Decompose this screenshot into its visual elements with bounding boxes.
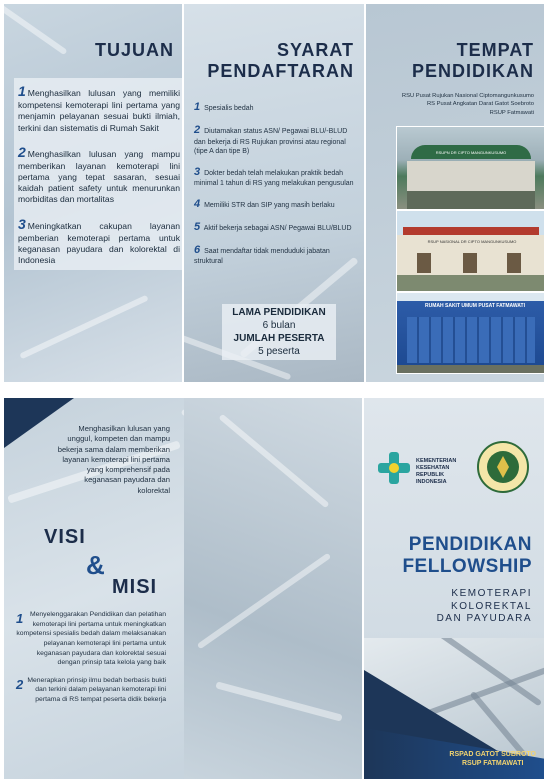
fellowship-subtitle: KEMOTERAPI KOLOREKTAL DAN PAYUDARA bbox=[436, 588, 532, 624]
kemenkes-logo bbox=[376, 450, 412, 486]
panel-syarat bbox=[184, 4, 364, 382]
visi-text: Menghasilkan lulusan yang unggul, kompeten dan mampu bekerja sama dalam memberikan layanan kemoterapi lini pertama yang komprehensif pada keganasan payudara dan kolorektal bbox=[57, 424, 170, 495]
instrument-decor bbox=[218, 414, 329, 509]
list-item: 3 Dokter bedah telah melakukan praktik bedah minimal 1 tahun di RS yang melakukan pengusulan bbox=[194, 165, 354, 188]
hospital-photo-rscm: RSUPN DR CIPTO MANGUNKUSUMO bbox=[396, 126, 544, 210]
list-item: 1 Menghasilkan lulusan yang memiliki kompetensi kemoterapi lini pertama yang menjamin pelayanan sesuai bukti ilmiah, terkini dan sistematis di Rumah Sakit bbox=[18, 83, 180, 133]
duration-box: LAMA PENDIDIKAN 6 bulan JUMLAH PESERTA 5 peserta bbox=[222, 304, 336, 360]
section-title: TUJUAN bbox=[94, 40, 174, 60]
ampersand: & bbox=[86, 550, 105, 580]
list-item: 6 Saat mendaftar tidak menduduki jabatan struktural bbox=[194, 243, 330, 266]
list-item: 4 Memiliki STR dan SIP yang masih berlaku bbox=[194, 197, 335, 210]
list-item: 2 Diutamakan status ASN/ Pegawai BLU/-BLUD dan bekerja di RS Rujukan provinsi atau regional (tipe A dan tipe B) bbox=[194, 123, 348, 156]
instrument-decor bbox=[197, 553, 332, 650]
panel-tempat bbox=[366, 4, 544, 382]
section-title: TEMPAT PENDIDIKAN bbox=[411, 40, 534, 81]
instrument-decor bbox=[215, 681, 342, 721]
footer-text: RSPAD GATOT SUBROTO RSUP FATMAWATI bbox=[449, 751, 536, 768]
places-list: RSU Pusat Rujukan Nasional Ciptomangunkusumo RS Pusat Angkatan Darat Gatot Soebroto RSUP Fatmawati bbox=[401, 93, 534, 116]
section-title: SYARAT PENDAFTARAN bbox=[207, 40, 354, 81]
panel-visi-misi bbox=[4, 398, 362, 779]
instrument-decor bbox=[19, 295, 148, 360]
list-item: 2 Menghasilkan lulusan yang mampu memberikan layanan kemoterapi lini pertama yang tepat sasaran, sesuai kaidah patient safety untuk menurunkan morbiditas dan mortalitas bbox=[18, 143, 180, 205]
kemenkes-label: KEMENTERIAN KESEHATAN REPUBLIK INDONESIA bbox=[416, 458, 457, 485]
misi-list bbox=[16, 610, 166, 705]
tujuan-list bbox=[14, 78, 182, 270]
instrument-photo bbox=[184, 398, 362, 779]
kemenkes-emblem-icon bbox=[376, 450, 412, 486]
fellowship-title: PENDIDIKAN FELLOWSHIP bbox=[402, 534, 532, 577]
ikabi-seal bbox=[476, 440, 530, 494]
list-item: 1 Menyelenggarakan Pendidikan dan pelatihan kemoterapi lini pertama untuk meningkatkan kompetensi spesialis bedah dalam melaksanakan pelayanan kemoterapi lini pertama untuk keganasan payudara dan kolorektal sesuai dengan prinsip tata kelola yang baik bbox=[16, 611, 166, 667]
list-item: 3 Meningkatkan cakupan layanan pemberian kemoterapi pertama untuk keganasan payudara dan kolorektal di Indonesia bbox=[18, 215, 180, 266]
instrument-decor bbox=[4, 4, 68, 55]
list-item: 2 Menerapkan prinsip ilmu bedah berbasis bukti dan terkini dalam pelayanan kemoterapi lini pertama di RS tempat peserta didik bekerja bbox=[16, 676, 166, 704]
panel-tujuan bbox=[4, 4, 182, 382]
misi-label: MISI bbox=[112, 576, 158, 598]
list-item: 5 Aktif bekerja sebagai ASN/ Pegawai BLU/BLUD bbox=[194, 220, 352, 233]
hospital-photo-rscm-2: RSUP NASIONAL DR CIPTO MANGUNKUSUMO bbox=[396, 210, 544, 292]
panel-cover bbox=[364, 398, 544, 779]
hospital-photo-fatmawati: RUMAH SAKIT UMUM PUSAT FATMAWATI bbox=[396, 292, 544, 374]
visi-label: VISI bbox=[44, 526, 86, 548]
ikabi-seal-icon bbox=[476, 440, 530, 494]
list-item: 1 Spesialis bedah bbox=[194, 101, 254, 113]
syarat-list bbox=[194, 100, 356, 275]
